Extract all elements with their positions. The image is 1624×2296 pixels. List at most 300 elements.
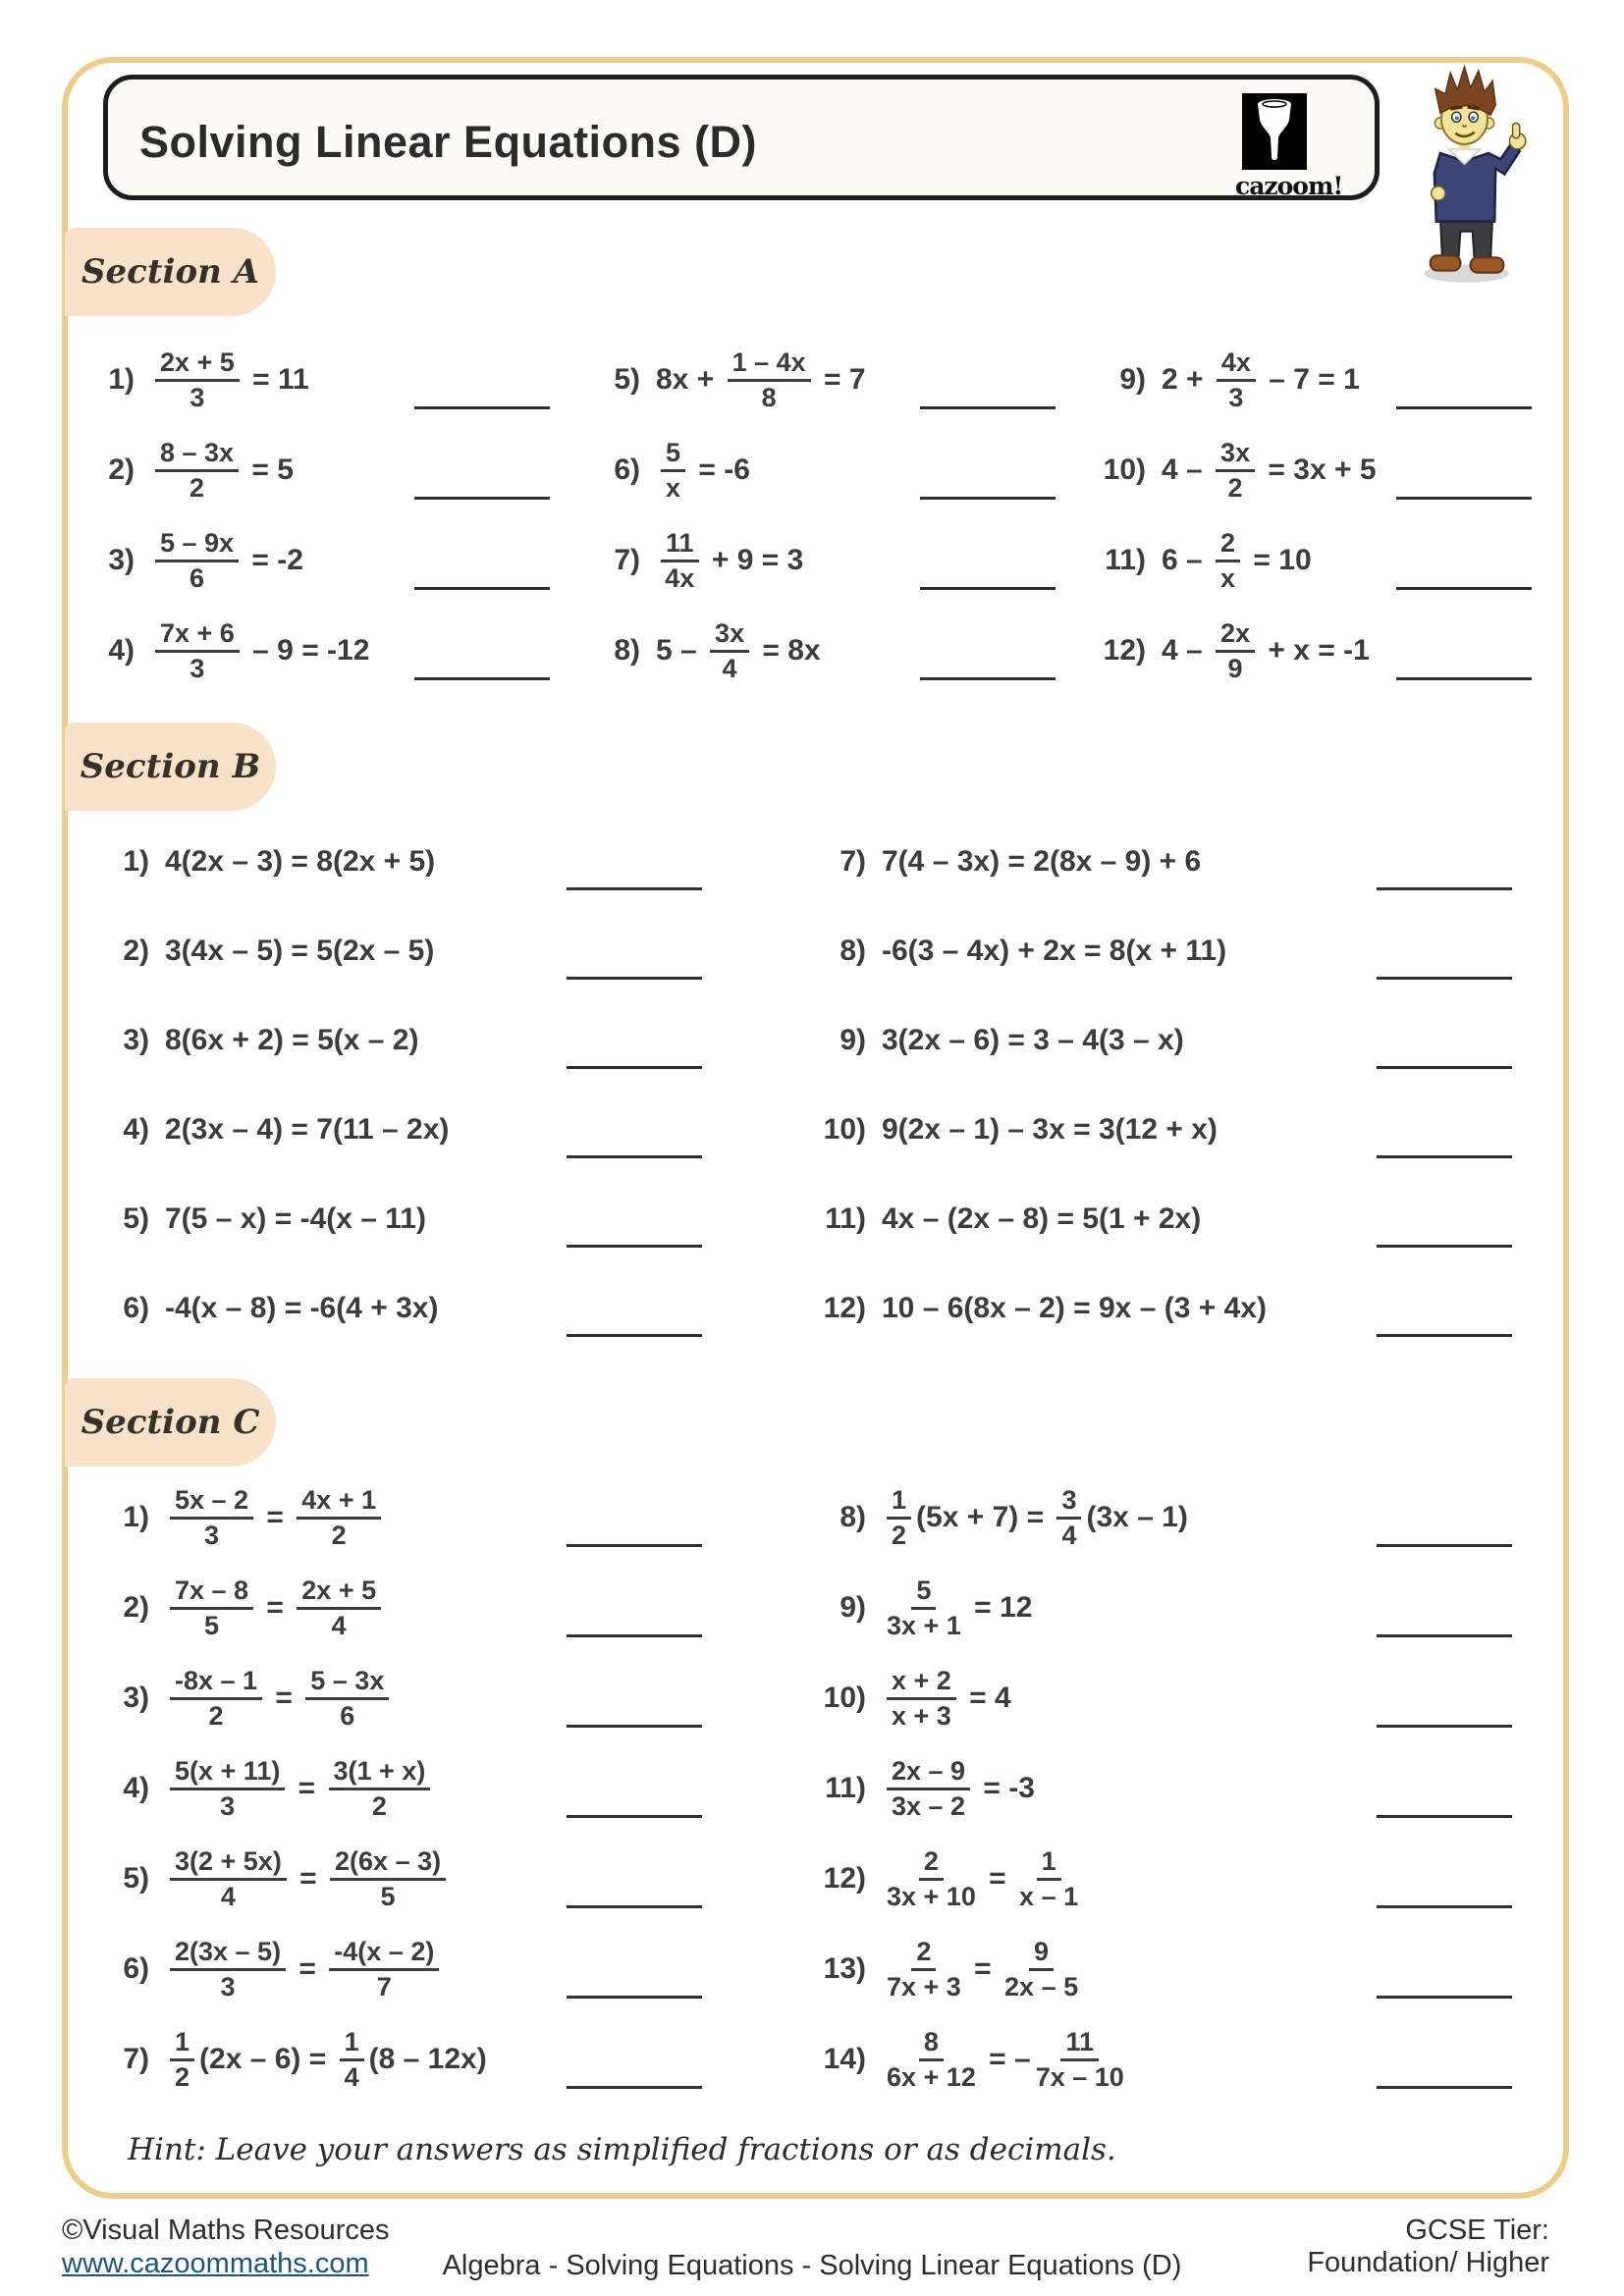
problem-row: [98, 817, 815, 906]
problem-row: [589, 515, 1095, 606]
denominator: 3: [1228, 382, 1244, 412]
equation-text: = –: [980, 2043, 1031, 2075]
problem-number: 2): [108, 454, 135, 486]
equation-text: =: [291, 1862, 326, 1895]
section-b-header: [65, 722, 276, 811]
numerator: x + 2: [887, 1666, 956, 1699]
numerator: 1: [340, 2027, 364, 2060]
equation: [882, 845, 1201, 879]
answer-line: [1377, 1905, 1512, 1908]
problem-number: 8): [839, 1501, 866, 1533]
problem-row: [815, 2014, 1556, 2105]
answer-line: [567, 1334, 702, 1337]
denominator: 2: [1227, 472, 1243, 503]
answer-line: [567, 1066, 702, 1069]
equation: [882, 1292, 1267, 1325]
equation-text: 6 –: [1162, 544, 1212, 576]
section-a-label: Section A: [81, 252, 260, 292]
answer-line: [1377, 1725, 1512, 1728]
equation-text: 5 –: [656, 634, 706, 667]
problem-row: [83, 335, 589, 425]
answer-line: [1377, 2086, 1512, 2089]
fraction: [887, 1485, 911, 1549]
equation: [165, 1292, 438, 1325]
mascot-boy-illustration: [1399, 61, 1532, 287]
equation: [1162, 528, 1312, 592]
denominator: 3: [220, 1971, 236, 2002]
tier-label: GCSE Tier:: [1405, 2215, 1549, 2246]
answer-line: [567, 1544, 702, 1547]
equation-text: 9(2x – 1) – 3x = 3(12 + x): [882, 1112, 1218, 1146]
answer-line: [567, 1815, 702, 1818]
equation: [656, 438, 750, 502]
problem-row: [815, 1174, 1556, 1263]
answer-line: [567, 1725, 702, 1728]
fraction: [1217, 347, 1256, 411]
problem-row: [98, 1834, 815, 1924]
problem-number: 9): [1119, 363, 1146, 396]
equation: [1162, 347, 1360, 411]
equation-text: 2 +: [1162, 363, 1212, 396]
equation: [1162, 618, 1370, 682]
equation: [882, 1485, 1188, 1549]
problem-number: 7): [614, 544, 640, 576]
fraction: [155, 618, 240, 682]
problem-number: 13): [823, 1952, 866, 1985]
equation-text: – 9 = -12: [244, 634, 370, 667]
numerator: 11: [661, 528, 699, 561]
problem-number: 7): [123, 2043, 149, 2075]
numerator: -8x – 1: [170, 1666, 262, 1699]
equation: [165, 1756, 435, 1820]
answer-line: [1377, 1634, 1512, 1637]
problem-number: 4): [123, 1112, 149, 1146]
equation: [882, 1202, 1201, 1236]
denominator: 7: [376, 1971, 392, 2002]
equation-text: – 7 = 1: [1260, 363, 1360, 396]
denominator: 4: [344, 2061, 359, 2092]
equation: [165, 1846, 451, 1910]
answer-line: [414, 406, 550, 409]
equation: [656, 528, 803, 592]
fraction: [340, 2027, 364, 2091]
equation: [165, 2027, 487, 2091]
problem-row: [1095, 425, 1571, 515]
equation: [882, 2027, 1129, 2091]
numerator: 8: [919, 2027, 944, 2060]
numerator: 2x + 5: [297, 1575, 381, 1609]
equation-text: = 4: [960, 1682, 1011, 1714]
hint-text: Hint: Leave your answers as simplified fractions or as decimals.: [128, 2132, 1116, 2167]
fraction: [155, 438, 239, 502]
answer-line: [567, 887, 702, 890]
problem-number: 5): [123, 1862, 149, 1895]
problem-row: [83, 425, 589, 515]
problem-row: [83, 606, 589, 696]
answer-line: [920, 587, 1056, 590]
equation: [882, 1846, 1083, 1910]
equation: [165, 845, 435, 879]
denominator: 5: [204, 1610, 220, 1640]
denominator: 2: [371, 1790, 387, 1821]
footer: [0, 2211, 1624, 2296]
numerator: 3(2 + 5x): [170, 1846, 287, 1880]
equation-text: = -6: [690, 454, 750, 486]
tier-info: [1307, 2215, 1549, 2280]
equation-text: -4(x – 8) = -6(4 + 3x): [165, 1291, 439, 1324]
numerator: 2x: [1216, 618, 1255, 652]
problem-row: [815, 1085, 1556, 1174]
numerator: 2(3x – 5): [170, 1937, 286, 1970]
footer-breadcrumb: Algebra - Solving Equations - Solving Linear Equations (D): [442, 2250, 1182, 2281]
equation-text: 2(3x – 4) = 7(11 – 2x): [165, 1112, 450, 1146]
equation: [882, 1756, 1035, 1820]
equation: [165, 1937, 444, 2001]
fraction: [170, 1756, 285, 1820]
denominator: 7x + 3: [887, 1971, 961, 2002]
answer-line: [1377, 1245, 1512, 1248]
equation: [882, 1937, 1083, 2001]
equation-text: = 8x: [754, 634, 821, 667]
fraction: [170, 1485, 253, 1549]
fraction: [155, 347, 240, 411]
equation-text: = 7: [815, 363, 866, 396]
problem-row: [1095, 515, 1571, 606]
denominator: 5: [380, 1881, 396, 1911]
problem-row: [98, 1653, 815, 1743]
problem-row: [815, 1924, 1556, 2014]
problem-row: [98, 2014, 815, 2105]
equation: [882, 1575, 1032, 1639]
numerator: 1: [170, 2027, 194, 2060]
numerator: 5: [661, 438, 685, 471]
problem-row: [815, 1563, 1556, 1653]
equation: [882, 1113, 1218, 1147]
equation-text: = 11: [244, 363, 309, 396]
fraction: [329, 1937, 439, 2001]
denominator: 6: [340, 1700, 355, 1731]
denominator: 4: [220, 1881, 236, 1911]
equation: [165, 1485, 386, 1549]
problem-number: 10): [823, 1682, 866, 1714]
denominator: 3: [189, 653, 205, 683]
answer-line: [920, 406, 1056, 409]
fraction: [1216, 528, 1240, 592]
equation-text: 8(6x + 2) = 5(x – 2): [165, 1023, 419, 1056]
fraction: [887, 1666, 956, 1730]
denominator: 3x + 10: [887, 1881, 976, 1911]
tier-value: Foundation/ Higher: [1307, 2247, 1549, 2279]
problem-row: [98, 1924, 815, 2014]
problem-number: 1): [123, 844, 149, 878]
section-c-header: [65, 1378, 276, 1467]
answer-line: [414, 587, 550, 590]
numerator: 1: [887, 1485, 911, 1519]
answer-line: [1377, 1155, 1512, 1158]
numerator: 3x: [1216, 438, 1255, 471]
equation: [656, 347, 866, 411]
equation: [882, 934, 1226, 968]
numerator: 5: [911, 1575, 936, 1609]
cazoom-logo-text: cazoom!: [1235, 172, 1343, 200]
fraction: [170, 1666, 262, 1730]
problem-row: [815, 817, 1556, 906]
denominator: 7x – 10: [1035, 2061, 1124, 2092]
title-box: [103, 75, 1380, 200]
fraction: [155, 528, 239, 592]
answer-line: [414, 497, 550, 500]
fraction: [170, 1846, 287, 1910]
problem-row: [589, 425, 1095, 515]
numerator: 9: [1029, 1937, 1054, 1970]
problem-number: 6): [123, 1291, 149, 1324]
fraction: [887, 1846, 976, 1910]
answer-line: [1377, 1544, 1512, 1547]
equation-text: = -2: [244, 544, 303, 576]
answer-line: [1396, 406, 1532, 409]
denominator: x: [1220, 562, 1236, 593]
equation: [1162, 438, 1377, 502]
denominator: 3: [189, 382, 205, 412]
website-link[interactable]: www.cazoommaths.com: [62, 2248, 369, 2279]
answer-line: [567, 1634, 702, 1637]
denominator: 2: [208, 1700, 224, 1731]
section-b-problems: [98, 817, 1556, 1353]
problem-number: 3): [123, 1023, 149, 1056]
equation: [165, 934, 434, 968]
equation-text: 3(4x – 5) = 5(2x – 5): [165, 934, 435, 967]
problem-number: 4): [108, 634, 135, 667]
drum-icon: [1242, 93, 1307, 170]
problem-row: [98, 1563, 815, 1653]
equation-text: 10 – 6(8x – 2) = 9x – (3 + 4x): [882, 1291, 1267, 1324]
numerator: 7x – 8: [170, 1575, 253, 1609]
denominator: 4: [722, 653, 737, 683]
problem-row: [815, 995, 1556, 1085]
equation: [150, 347, 309, 411]
equation-text: = 5: [244, 454, 294, 486]
denominator: 6: [189, 562, 205, 593]
answer-line: [567, 1996, 702, 1999]
equation-text: -6(3 – 4x) + 2x = 8(x + 11): [882, 934, 1227, 967]
numerator: -4(x – 2): [329, 1937, 439, 1970]
answer-line: [567, 977, 702, 980]
problem-row: [815, 1743, 1556, 1834]
denominator: 2: [892, 1520, 907, 1550]
denominator: 9: [1227, 653, 1243, 683]
numerator: 3: [1056, 1485, 1081, 1519]
denominator: 2: [331, 1520, 347, 1550]
denominator: 3: [204, 1520, 220, 1550]
problem-number: 9): [839, 1023, 866, 1056]
problem-row: [98, 1472, 815, 1563]
problem-number: 8): [839, 934, 866, 967]
fraction: [1004, 1937, 1078, 2001]
fraction: [661, 528, 699, 592]
denominator: 2: [175, 2061, 190, 2092]
problem-row: [98, 1263, 815, 1353]
problem-number: 6): [123, 1952, 149, 1985]
answer-line: [567, 1905, 702, 1908]
problem-row: [98, 1085, 815, 1174]
answer-line: [1377, 1996, 1512, 1999]
answer-line: [920, 677, 1056, 680]
denominator: 3x + 1: [887, 1610, 961, 1640]
problem-number: 11): [825, 1201, 866, 1235]
problem-number: 6): [614, 454, 640, 486]
numerator: 5 – 3x: [305, 1666, 389, 1699]
problem-number: 11): [1105, 544, 1146, 576]
equation: [165, 1202, 426, 1236]
problem-row: [589, 335, 1095, 425]
problem-number: 7): [839, 844, 866, 878]
denominator: x – 1: [1019, 1881, 1079, 1911]
fraction: [1216, 618, 1255, 682]
problem-row: [815, 1834, 1556, 1924]
numerator: 3(1 + x): [329, 1756, 431, 1789]
fraction: [170, 1937, 286, 2001]
equation-text: =: [267, 1682, 301, 1714]
equation: [165, 1666, 394, 1730]
answer-line: [567, 1155, 702, 1158]
answer-line: [567, 1245, 702, 1248]
problem-number: 1): [108, 363, 135, 396]
fraction: [887, 1575, 961, 1639]
problem-number: 1): [123, 1501, 149, 1533]
cazoom-logo: [1235, 93, 1343, 200]
equation: [150, 438, 294, 502]
problem-row: [98, 1174, 815, 1263]
equation-text: 7(4 – 3x) = 2(8x – 9) + 6: [882, 844, 1202, 878]
problem-row: [815, 1472, 1556, 1563]
denominator: 8: [761, 382, 777, 412]
equation-text: + 9 = 3: [703, 544, 804, 576]
numerator: 7x + 6: [155, 618, 240, 652]
problem-row: [815, 906, 1556, 995]
equation: [882, 1666, 1011, 1730]
equation-text: + x = -1: [1260, 634, 1370, 667]
section-c-label: Section C: [81, 1403, 260, 1442]
equation-text: =: [980, 1862, 1015, 1895]
fraction: [297, 1575, 381, 1639]
equation-text: =: [965, 1952, 1001, 1985]
fraction: [305, 1666, 389, 1730]
numerator: 5x – 2: [170, 1485, 253, 1519]
equation: [165, 1113, 449, 1147]
equation: [882, 1024, 1184, 1057]
equation-text: =: [291, 1952, 325, 1985]
denominator: 2: [189, 472, 205, 503]
problem-number: 4): [123, 1772, 149, 1804]
numerator: 2: [919, 1846, 944, 1880]
numerator: 2x + 5: [155, 347, 240, 381]
problem-number: 12): [823, 1291, 866, 1324]
numerator: 8 – 3x: [155, 438, 239, 471]
fraction: [710, 618, 749, 682]
fraction: [661, 438, 685, 502]
answer-line: [1377, 977, 1512, 980]
answer-line: [920, 497, 1056, 500]
equation-text: 3(2x – 6) = 3 – 4(3 – x): [882, 1023, 1184, 1056]
section-a-problems: [83, 335, 1571, 696]
fraction: [297, 1485, 381, 1549]
problem-row: [815, 1653, 1556, 1743]
problem-number: 9): [839, 1591, 866, 1624]
equation-text: = -3: [975, 1772, 1035, 1804]
equation: [150, 528, 303, 592]
equation-text: (8 – 12x): [368, 2043, 487, 2075]
answer-line: [1396, 587, 1532, 590]
numerator: 2: [911, 1937, 936, 1970]
equation-text: =: [258, 1591, 293, 1624]
numerator: 2: [1216, 528, 1240, 561]
fraction: [330, 1846, 446, 1910]
numerator: 5(x + 11): [170, 1756, 285, 1789]
denominator: x + 3: [892, 1700, 951, 1731]
equation-text: 4 –: [1162, 454, 1212, 486]
problem-number: 3): [123, 1682, 149, 1714]
numerator: 1: [1037, 1846, 1061, 1880]
problem-row: [815, 1263, 1556, 1353]
equation-text: 4 –: [1162, 634, 1212, 667]
problem-row: [1095, 606, 1571, 696]
numerator: 5 – 9x: [155, 528, 239, 561]
equation-text: (2x – 6) =: [199, 2043, 335, 2075]
equation-text: (5x + 7) =: [916, 1501, 1053, 1533]
problem-number: 10): [823, 1112, 866, 1146]
denominator: x: [666, 472, 681, 503]
answer-line: [1377, 1066, 1512, 1069]
problem-row: [1095, 335, 1571, 425]
equation: [656, 618, 821, 682]
denominator: 6x + 12: [887, 2061, 976, 2092]
page-title: Solving Linear Equations (D): [139, 117, 758, 167]
problem-row: [98, 995, 815, 1085]
equation-text: = 12: [965, 1591, 1033, 1624]
fraction: [887, 2027, 976, 2091]
denominator: 4: [331, 1610, 347, 1640]
equation: [150, 618, 369, 682]
numerator: 2(6x – 3): [330, 1846, 446, 1880]
section-a-header: [65, 228, 276, 316]
problem-row: [83, 515, 589, 606]
problem-number: 12): [1103, 634, 1146, 667]
equation-text: =: [290, 1772, 324, 1804]
problem-row: [98, 906, 815, 995]
fraction: [728, 347, 811, 411]
equation: [165, 1024, 419, 1057]
equation-text: = 3x + 5: [1260, 454, 1377, 486]
answer-line: [1377, 887, 1512, 890]
numerator: 1 – 4x: [728, 347, 811, 381]
denominator: 3: [220, 1790, 236, 1821]
answer-line: [567, 2086, 702, 2089]
fraction: [1036, 2027, 1124, 2091]
numerator: 3x: [710, 618, 749, 652]
equation-text: =: [258, 1501, 293, 1533]
denominator: 2x – 5: [1004, 1971, 1079, 2002]
equation-text: = 10: [1245, 544, 1312, 576]
answer-line: [1377, 1815, 1512, 1818]
copyright-text: ©Visual Maths Resources: [62, 2215, 390, 2246]
problem-number: 5): [123, 1201, 149, 1235]
fraction: [887, 1756, 970, 1820]
numerator: 11: [1060, 2027, 1099, 2060]
section-c-problems: [98, 1472, 1556, 2105]
fraction: [170, 2027, 194, 2091]
answer-line: [1396, 677, 1532, 680]
numerator: 4x + 1: [297, 1485, 381, 1519]
